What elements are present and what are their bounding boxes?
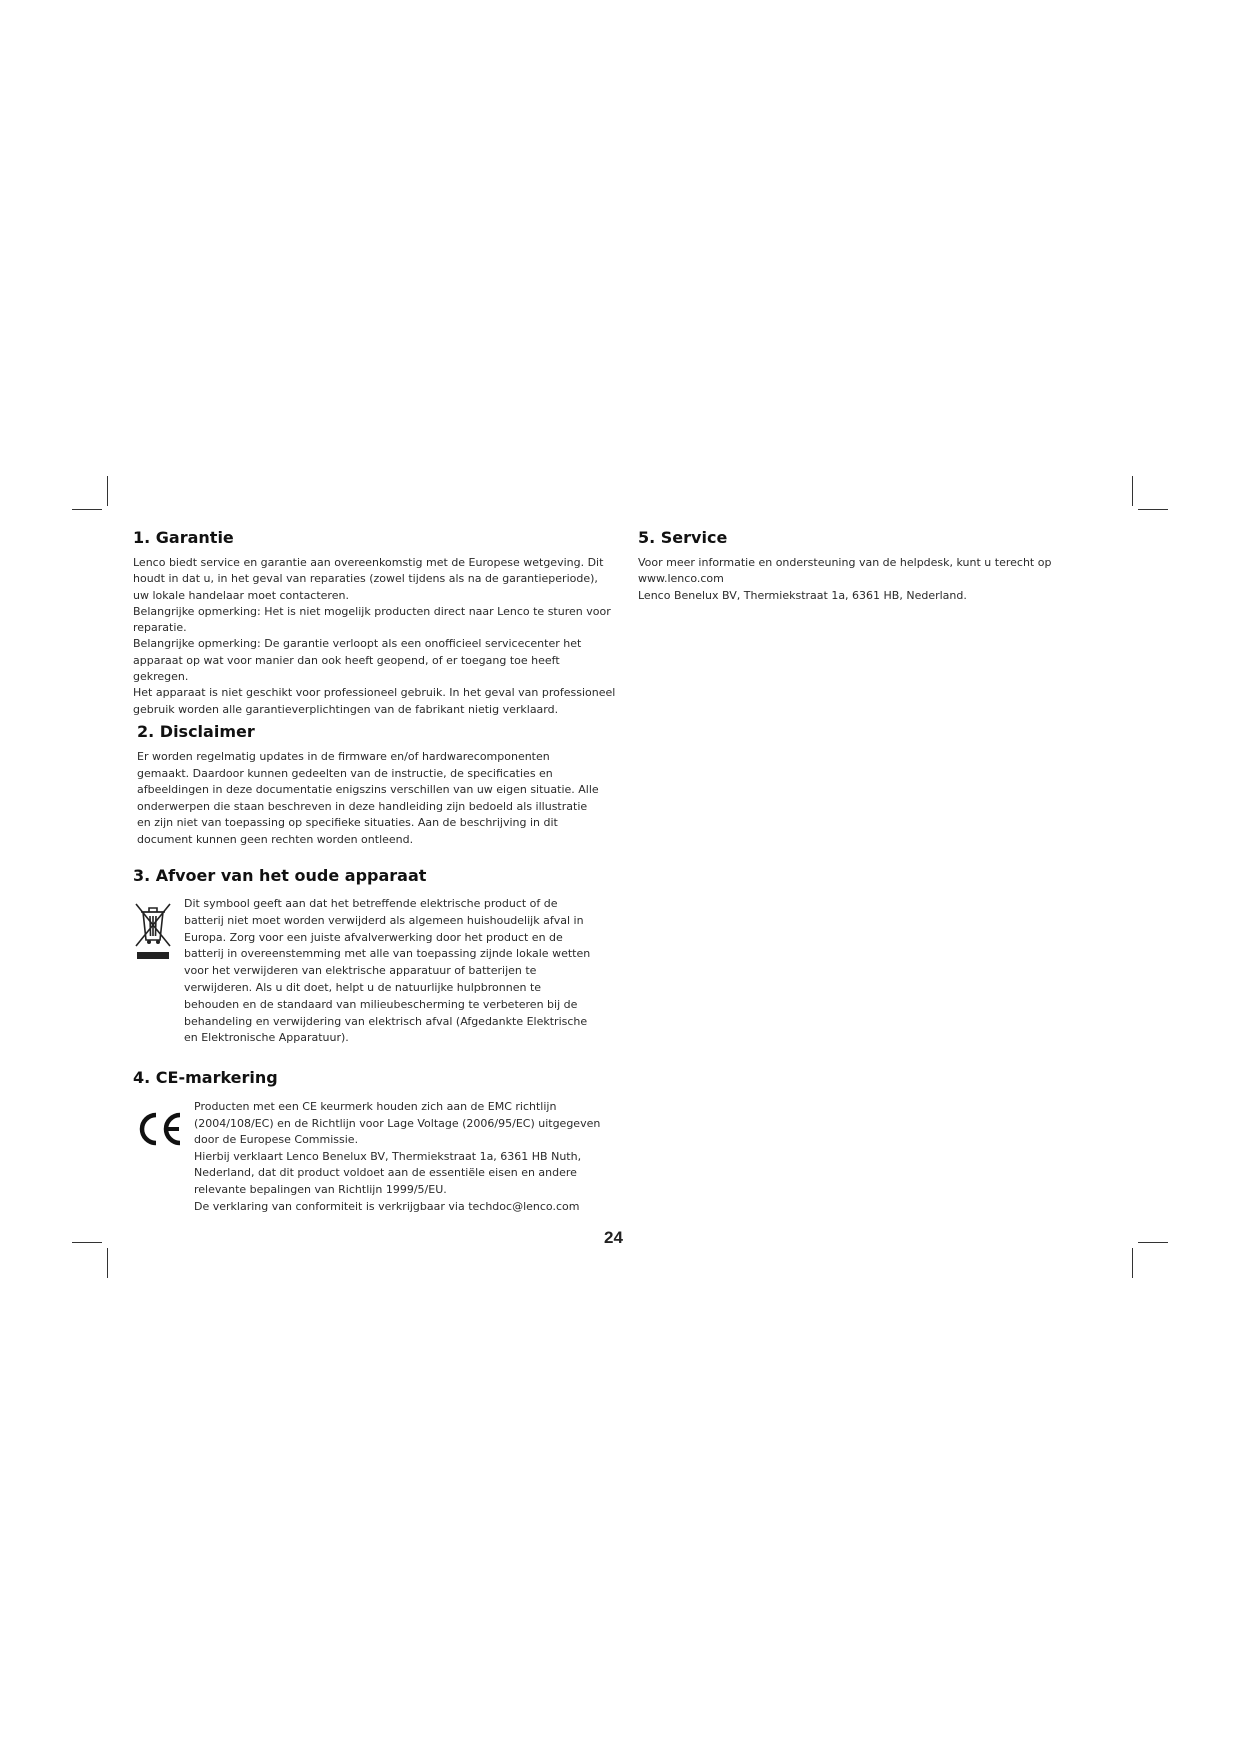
text-line: Er worden regelmatig updates in de firmware en/of hardwarecomponenten — [137, 750, 550, 763]
text-line: Voor meer informatie en ondersteuning van de helpdesk, kunt u terecht op — [638, 556, 1052, 569]
text-line: Lenco biedt service en garantie aan overeenkomstig met de Europese wetgeving. Dit — [133, 556, 604, 569]
text-line: gekregen. — [133, 670, 189, 684]
text-line: Nederland, dat dit product voldoet aan de essentiële eisen en andere — [194, 1166, 577, 1180]
section-garantie — [133, 528, 623, 718]
text-line: Belangrijke opmerking: Het is niet mogelijk producten direct naar Lenco te sturen voor — [133, 604, 611, 618]
crop-mark — [72, 509, 102, 510]
crop-mark — [72, 1242, 102, 1243]
text-line: Producten met een CE keurmerk houden zich aan de EMC richtlijn — [194, 1100, 557, 1113]
disclaimer-body — [137, 749, 627, 849]
crop-mark — [1132, 476, 1133, 506]
text-line: houdt in dat u, in het geval van reparaties (zowel tijdens als na de garantieperiode), — [133, 572, 598, 586]
text-line: behandeling en verwijdering van elektrisch afval (Afgedankte Elektrische — [184, 1014, 588, 1028]
text-line: behouden en de standaard van milieubescherming te verbeteren bij de — [184, 997, 578, 1011]
crop-mark — [1138, 1242, 1168, 1243]
text-line: Belangrijke opmerking: De garantie verloopt als een onofficieel servicecenter het — [133, 637, 582, 651]
text-line: batterij in overeenstemming met alle van toepassing zijnde lokale wetten — [184, 947, 591, 961]
text-line: afbeeldingen in deze documentatie enigszins verschillen van uw eigen situatie. Alle — [137, 783, 599, 797]
text-line: document kunnen geen rechten worden ontleend. — [137, 832, 414, 846]
page-number: 24 — [604, 1228, 623, 1247]
crop-mark — [1138, 509, 1168, 510]
text-line: www.lenco.com — [638, 572, 724, 586]
weee-crossed-bin-icon — [133, 900, 173, 967]
crop-mark — [1132, 1248, 1133, 1278]
crop-mark — [107, 1248, 108, 1278]
text-line: batterij niet moet worden verwijderd als algemeen huishoudelijk afval in — [184, 913, 584, 927]
text-line: Hierbij verklaart Lenco Benelux BV, Thermiekstraat 1a, 6361 HB Nuth, — [194, 1149, 582, 1163]
ce-body — [194, 1099, 633, 1215]
section-title-ce: 4. CE-markering — [133, 1068, 278, 1087]
text-line: apparaat op wat voor manier dan ook heeft geopend, of er toegang toe heeft — [133, 653, 560, 667]
garantie-body — [133, 555, 623, 718]
section-title-service: 5. Service — [638, 528, 728, 547]
text-line: De verklaring van conformiteit is verkrijgbaar via techdoc@lenco.com — [194, 1199, 580, 1213]
text-line: voor het verwijderen van elektrische apparatuur of batterijen te — [184, 964, 537, 978]
crop-mark — [107, 476, 108, 506]
text-line: en zijn niet van toepassing op specifieke situaties. Aan de beschrijving in dit — [137, 816, 558, 830]
text-line: en Elektronische Apparatuur). — [184, 1031, 349, 1045]
section-service — [638, 528, 1098, 604]
ce-mark-icon — [136, 1111, 186, 1152]
text-line: Dit symbool geeft aan dat het betreffende elektrische product of de — [184, 897, 558, 910]
text-line: relevante bepalingen van Richtlijn 1999/5/EU. — [194, 1182, 447, 1196]
section-disclaimer — [137, 722, 627, 849]
text-line: uw lokale handelaar moet contacteren. — [133, 588, 349, 602]
service-body — [638, 555, 1098, 604]
section-title-afvoer: 3. Afvoer van het oude apparaat — [133, 866, 427, 885]
text-line: verwijderen. Als u dit doet, helpt u de natuurlijke hulpbronnen te — [184, 980, 542, 994]
section-ce-markering — [133, 1068, 633, 1215]
text-line: (2004/108/EC) en de Richtlijn voor Lage Voltage (2006/95/EC) uitgegeven — [194, 1116, 601, 1130]
text-line: gemaakt. Daardoor kunnen gedeelten van de instructie, de specificaties en — [137, 766, 553, 780]
section-title-garantie: 1. Garantie — [133, 528, 234, 547]
text-line: Het apparaat is niet geschikt voor professioneel gebruik. In het geval van professioneel — [133, 686, 616, 700]
text-line: reparatie. — [133, 621, 187, 635]
text-line: gebruik worden alle garantieverplichtingen van de fabrikant nietig verklaard. — [133, 702, 559, 716]
text-line: onderwerpen die staan beschreven in deze handleiding zijn bedoeld als illustratie — [137, 799, 588, 813]
section-title-disclaimer: 2. Disclaimer — [137, 722, 255, 741]
text-line: door de Europese Commissie. — [194, 1133, 359, 1147]
section-afvoer — [133, 866, 633, 1047]
text-line: Europa. Zorg voor een juiste afvalverwerking door het product en de — [184, 930, 563, 944]
afvoer-body — [184, 896, 633, 1047]
text-line: Lenco Benelux BV, Thermiekstraat 1a, 6361 HB, Nederland. — [638, 588, 967, 602]
